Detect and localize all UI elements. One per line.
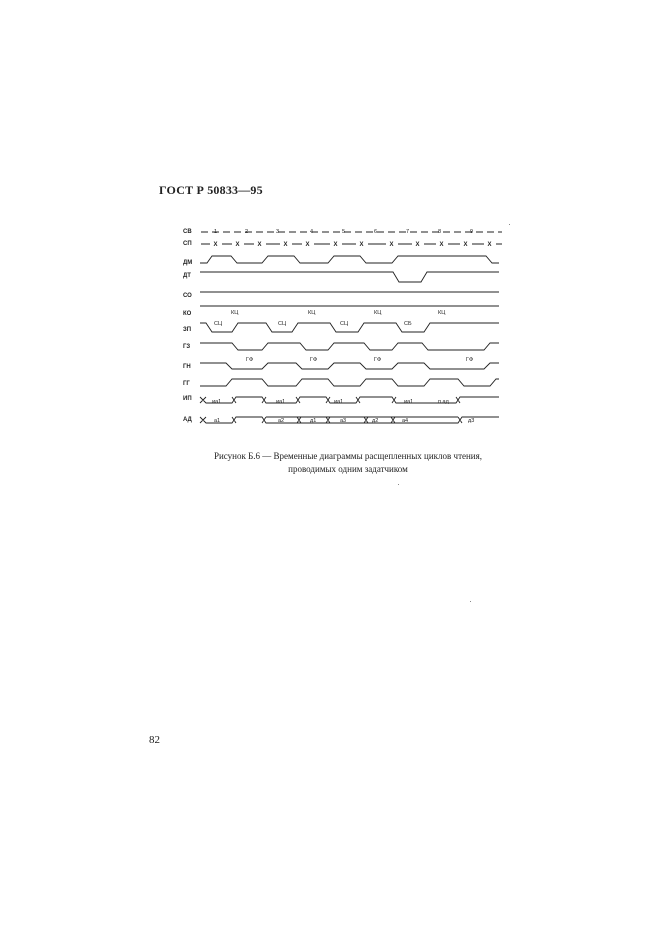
signal-label-2: ДМ bbox=[183, 260, 193, 266]
cycle-number-1: 1 bbox=[214, 229, 218, 235]
wave-dm bbox=[200, 256, 499, 263]
sp-x-mark-5: X bbox=[333, 242, 338, 248]
ad-label-0: а1 bbox=[214, 418, 221, 424]
signal-label-10: ИП bbox=[183, 396, 192, 402]
cycle-number-9: 9 bbox=[470, 229, 474, 235]
signal-label-6: ЗП bbox=[183, 327, 192, 333]
ip-annotations bbox=[212, 399, 450, 405]
gn-label-3: ГФ bbox=[466, 357, 474, 363]
ad-label-6: д3 bbox=[468, 418, 475, 424]
sp-x-mark-1: X bbox=[235, 242, 240, 248]
signal-labels bbox=[183, 229, 193, 423]
ad-label-1: а2 bbox=[278, 418, 285, 424]
scan-speck bbox=[470, 601, 471, 602]
cycle-number-3: 3 bbox=[276, 229, 280, 235]
ko-label-0: КЦ bbox=[231, 310, 239, 316]
sp-x-mark-2: X bbox=[257, 242, 262, 248]
sp-x-mark-3: X bbox=[283, 242, 288, 248]
sp-x-mark-9: X bbox=[439, 242, 444, 248]
ko-label-3: КЦ bbox=[438, 310, 446, 316]
page-number: 82 bbox=[149, 734, 160, 746]
ip-label-0: иа1 bbox=[212, 399, 222, 405]
ad-label-3: а3 bbox=[340, 418, 347, 424]
document-header: ГОСТ Р 50833—95 bbox=[159, 183, 263, 197]
wave-gg bbox=[200, 379, 499, 386]
sp-x-mark-10: X bbox=[463, 242, 468, 248]
figure-caption bbox=[178, 450, 518, 476]
zp-label-2: СЦ bbox=[340, 321, 349, 327]
scan-speck bbox=[509, 224, 510, 225]
wave-ip bbox=[200, 397, 499, 403]
wave-zp bbox=[200, 323, 499, 332]
gn-label-1: ГФ bbox=[310, 357, 318, 363]
gn-label-0: ГФ bbox=[246, 357, 254, 363]
sp-x-mark-7: X bbox=[389, 242, 394, 248]
sp-x-mark-0: X bbox=[213, 242, 218, 248]
ip-label-1: иа1 bbox=[276, 399, 286, 405]
cycle-number-2: 2 bbox=[245, 229, 249, 235]
ip-label-2: иа1 bbox=[334, 399, 344, 405]
signal-label-3: ДТ bbox=[183, 273, 191, 279]
gn-label-2: ГФ bbox=[374, 357, 382, 363]
signal-label-0: СВ bbox=[183, 229, 192, 235]
gn-annotations bbox=[246, 357, 473, 363]
wave-dt bbox=[200, 272, 499, 282]
wave-gz bbox=[200, 343, 499, 350]
zp-label-1: СЦ bbox=[278, 321, 287, 327]
signal-label-11: АД bbox=[183, 417, 192, 423]
wave-ad bbox=[200, 417, 499, 423]
sp-crossings bbox=[214, 242, 492, 248]
zp-label-3: СБ bbox=[404, 321, 412, 327]
zp-label-0: СЦ bbox=[214, 321, 223, 327]
cycle-number-7: 7 bbox=[406, 229, 410, 235]
sp-x-mark-6: X bbox=[359, 242, 364, 248]
ko-label-1: КЦ bbox=[308, 310, 316, 316]
signal-label-1: СП bbox=[183, 241, 192, 247]
signal-label-9: ГГ bbox=[183, 381, 190, 387]
signal-label-5: КО bbox=[183, 311, 192, 317]
sp-x-mark-4: X bbox=[305, 242, 310, 248]
zp-annotations bbox=[214, 321, 412, 327]
scan-speck bbox=[398, 484, 399, 485]
cycle-number-8: 8 bbox=[438, 229, 442, 235]
ko-annotations bbox=[231, 310, 445, 316]
ip-label-4: п ад bbox=[438, 399, 449, 405]
signal-label-4: СО bbox=[183, 293, 192, 299]
cycle-number-4: 4 bbox=[310, 229, 314, 235]
sp-x-mark-8: X bbox=[415, 242, 420, 248]
ko-label-2: КЦ bbox=[374, 310, 382, 316]
caption-line-1: Рисунок Б.6 — Временные диаграммы расщепленных циклов чтения, bbox=[213, 451, 483, 461]
signal-label-7: ГЗ bbox=[183, 344, 191, 350]
cycle-number-5: 5 bbox=[342, 229, 346, 235]
ad-label-2: д1 bbox=[310, 418, 317, 424]
caption-line-2: проводимых одним задатчиком bbox=[288, 464, 408, 474]
signal-label-8: ГН bbox=[183, 364, 191, 370]
ad-label-5: а4 bbox=[402, 418, 409, 424]
ip-label-3: иа1 bbox=[404, 399, 414, 405]
sp-x-mark-11: X bbox=[487, 242, 492, 248]
ad-label-4: д2 bbox=[372, 418, 379, 424]
wave-gn bbox=[200, 363, 499, 369]
cycle-number-6: 6 bbox=[374, 229, 378, 235]
